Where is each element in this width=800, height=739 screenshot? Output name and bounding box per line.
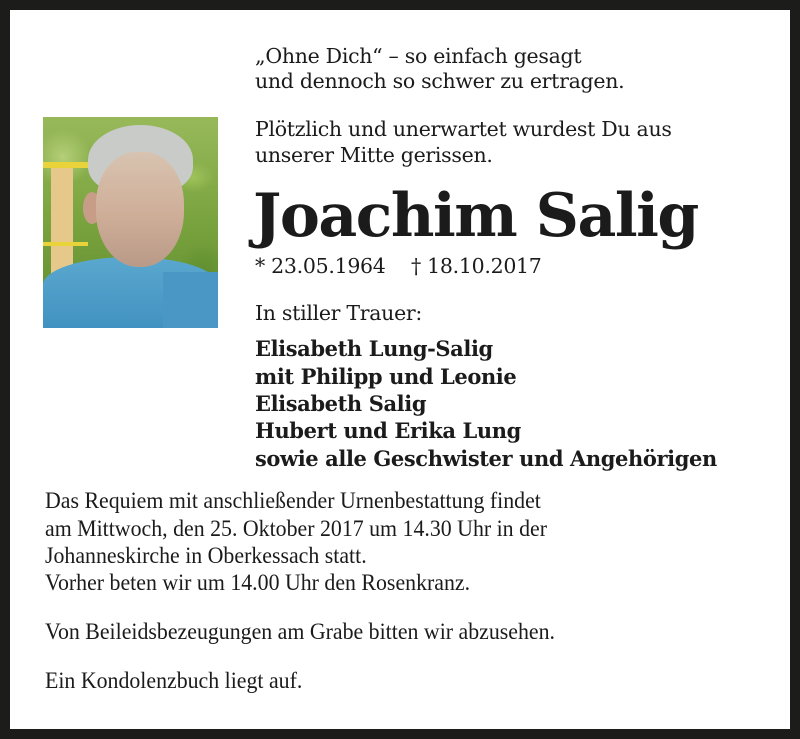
condolence-note: Von Beileidsbezeugungen am Grabe bitten wir abzusehen.: [45, 619, 556, 645]
photo-shirt: [163, 272, 218, 328]
service-line: Vorher beten wir um 14.00 Uhr den Rosenkranz.: [45, 570, 471, 596]
deceased-name: Joachim Salig: [253, 181, 698, 251]
intro-line-2: unserer Mitte gerissen.: [255, 143, 493, 167]
birth-date: * 23.05.1964: [255, 254, 386, 278]
service-line: am Mittwoch, den 25. Oktober 2017 um 14.30 Uhr in der: [45, 516, 547, 542]
mourner-line: mit Philipp und Leonie: [255, 364, 517, 389]
quote-line-1: „Ohne Dich“ – so einfach gesagt: [255, 44, 582, 68]
mourner-line: Elisabeth Lung-Salig: [255, 336, 493, 361]
photo-face: [96, 152, 184, 267]
photo-railing: [43, 242, 88, 246]
condolence-book: Ein Kondolenzbuch liegt auf.: [45, 668, 303, 694]
mourner-line: sowie alle Geschwister und Angehörigen: [255, 446, 717, 471]
mourner-line: Hubert und Erika Lung: [255, 418, 521, 443]
portrait-photo: [43, 117, 218, 328]
service-line: Johanneskirche in Oberkessach statt.: [45, 543, 367, 569]
death-date: † 18.10.2017: [411, 254, 542, 278]
intro-line-1: Plötzlich und unerwartet wurdest Du aus: [255, 117, 672, 141]
service-line: Das Requiem mit anschließender Urnenbestattung findet: [45, 488, 541, 514]
mourning-label: In stiller Trauer:: [255, 301, 423, 325]
photo-railing: [43, 162, 88, 168]
mourner-line: Elisabeth Salig: [255, 391, 427, 416]
quote-line-2: und dennoch so schwer zu ertragen.: [255, 69, 625, 93]
